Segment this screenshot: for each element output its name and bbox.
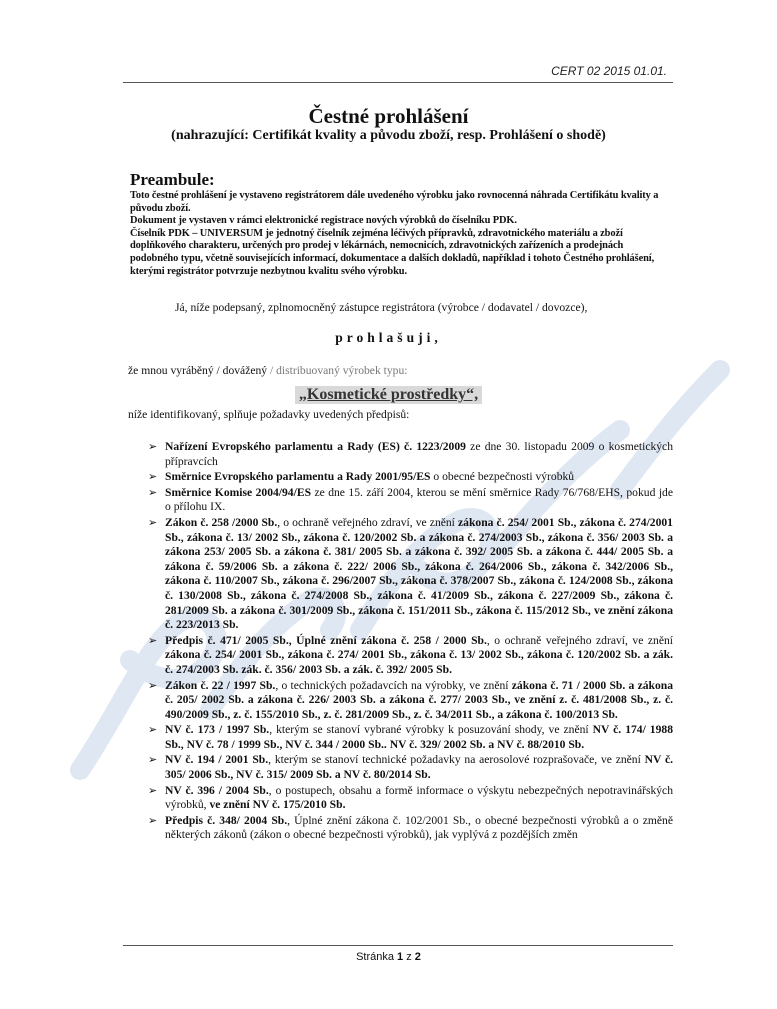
declaration-heading: prohlašuji, [335, 330, 442, 345]
product-type-text: že mnou vyráběný / dovážený [128, 364, 270, 377]
arrow-bullet-icon: ➢ [148, 486, 158, 499]
arrow-bullet-icon: ➢ [148, 516, 158, 529]
preamble-paragraph: Číselník PDK – UNIVERSUM je jednotný číselník zejména léčivých přípravků, zdravotnického materiálu a zboží doplňkového charakteru, určených pro prodej v lékárnách, nemocnicích, zdravotnických zařízeních a prodejnách podobného typu, včetně souvisejících informací, dokumentace a dalších dokladů, například i tohoto Čestného prohlášení, kterými registrátor potvrzuje nezbytnou kvalitu svého výrobku. [130, 227, 655, 277]
regulation-text: o obecné bezpečnosti výrobků [430, 470, 575, 484]
arrow-bullet-icon: ➢ [148, 441, 158, 453]
arrow-bullet-icon: ➢ [148, 679, 158, 692]
arrow-bullet-icon: ➢ [148, 814, 158, 827]
regulation-title: NV č. 194 / 2001 Sb. [165, 753, 269, 767]
arrow-bullet-icon: ➢ [148, 471, 158, 484]
preamble-paragraph: Dokument je vystaven v rámci elektronické registrace nových výrobků do číselníku PDK. [130, 215, 517, 227]
regulation-text: ze dne 15. září 2004, kterou se mění směrnice Rady 76/768/EHS, pokud jde o přílohu IX. [165, 485, 673, 514]
regulation-amendments: NV č. 305/ 2006 Sb., NV č. 315/ 2009 Sb. a NV č. 80/2014 Sb. [165, 753, 673, 782]
regulation-title: Předpis č. 348/ 2004 Sb. [165, 813, 288, 827]
regulation-text: , kterým se stanoví vybrané výrobky k posuzování shody, ve znění [269, 723, 593, 737]
preamble-paragraph: Toto čestné prohlášení je vystaveno registrátorem dále uvedeného výrobku jako rovnocenná náhrada Certifikátu kvality a původu zboží. [130, 190, 659, 214]
regulation-title: NV č. 173 / 1997 Sb. [165, 723, 270, 737]
document-code: CERT 02 2015 01.01. [551, 64, 667, 78]
document-title: Čestné prohlášení [308, 104, 469, 128]
regulation-text: , o ochraně veřejného zdraví, ve znění [277, 515, 459, 529]
arrow-bullet-icon: ➢ [148, 784, 158, 797]
product-name-box [0, 386, 777, 404]
regulation-text: , o ochraně veřejného zdraví, ve znění [486, 633, 673, 647]
regulation-amendments: zákona č. 71 / 2000 Sb. a zákona č. 205/ 2002 Sb. a zákona č. 226/ 2003 Sb. a zákona č. 277/ 2003 Sb., ve znění z. č. 481/2008 Sb., z. č. 490/2009 Sb., z. č. 155/2010 Sb., z. č. 281/2009 Sb., z. č. 34/2011 Sb., a zákona č. 100/2013 Sb. [165, 678, 674, 721]
preamble-text [130, 190, 670, 278]
regulations-list [148, 440, 673, 844]
regulation-amendments: NV č. 174/ 1988 Sb., NV č. 78 / 1999 Sb., NV č. 344 / 2000 Sb.. NV č. 329/ 2002 Sb. a NV č. 88/2010 Sb. [165, 723, 673, 751]
list-item [148, 516, 673, 633]
preamble-heading: Preambule: [130, 170, 215, 189]
intro-statement: Já, níže podepsaný, zplnomocněný zástupce registrátora (výrobce / dodavatel / dovozce), [175, 301, 588, 314]
page-separator: z [403, 951, 415, 963]
regulation-amendments: zákona č. 254/ 2001 Sb., zákona č. 274/ 2001 Sb., zákona č. 13/ 2002 Sb., zákona č. 120/2002 Sb. a zák. č. 274/2003 Sb. zák. č. 356/ 2003 Sb. a zák. č. 392/ 2005 Sb. [165, 648, 673, 676]
list-item [148, 634, 673, 678]
list-item [148, 753, 673, 782]
regulation-amendments: zákona č. 254/ 2001 Sb., zákona č. 274/2001 Sb., zákona č. 13/ 2002 Sb., zákona č. 120/2002 Sb. a zákona č. 274/2003 Sb., zákona č. 356/ 2003 Sb. a zákona 253/ 2005 Sb. a zákona č. 381/ 2005 Sb. a zákona č. 392/ 2005 Sb. a zákona č. 444/ 2005 Sb. a zákona č. 59/2006 Sb. a zákona č. 222/ 2006 Sb., zákona č. 264/2006 Sb., zákona č. 342/2006 Sb., zákona č. 110/2007 Sb., zákona č. 296/2007 Sb., zákona č. 378/2007 Sb., zákona č. 124/2008 Sb., zákona č. 130/2008 Sb., zákona č. 274/2008 Sb., zákona č. 41/2009 Sb., zákona č. 227/2009 Sb., zákona č. 281/2009 Sb. a zákona č. 301/2009 Sb., zákona č. 151/2011 Sb., zákona č. 115/2012 Sb., ve znění zákona č. 223/2013 Sb. [165, 515, 673, 632]
identified-statement: níže identifikovaný, splňuje požadavky uvedených předpisů: [128, 408, 410, 421]
arrow-bullet-icon: ➢ [148, 634, 158, 647]
regulation-title: Zákon č. 258 /2000 Sb. [165, 515, 278, 529]
regulation-text: ze dne 30. listopadu 2009 o kosmetických přípravcích [165, 440, 673, 468]
list-item [148, 814, 673, 843]
product-name: „Kosmetické prostředky“, [295, 386, 482, 404]
regulation-title: Směrnice Komise 2004/94/ES [165, 485, 312, 499]
page-total: 2 [414, 951, 421, 963]
list-item [148, 440, 673, 469]
product-type-text-faded: / distribuovaný výrobek typu: [269, 364, 408, 377]
regulation-title: NV č. 396 / 2004 Sb. [165, 783, 269, 797]
arrow-bullet-icon: ➢ [148, 724, 158, 737]
header-divider [123, 82, 673, 83]
regulation-text: , kterým se stanoví technické požadavky na aerosolové rozprašovače, ve znění [268, 753, 645, 767]
regulation-title: Předpis č. 471/ 2005 Sb., Úplné znění zákona č. 258 / 2000 Sb. [165, 633, 487, 647]
regulation-title: Směrnice Evropského parlamentu a Rady 2001/95/ES [165, 470, 431, 484]
regulation-text: , Úplné znění zákona č. 102/2001 Sb., o obecné bezpečnosti výrobků a o změně některých zákonů (zákon o obecné bezpečnosti výrobků), jak vyplývá z pozdějších změn [165, 813, 673, 842]
footer-divider [123, 945, 673, 946]
page-label: Stránka [356, 951, 398, 963]
arrow-bullet-icon: ➢ [148, 754, 158, 767]
regulation-amendments: ve znění NV č. 175/2010 Sb. [209, 798, 346, 812]
product-type-line [128, 364, 408, 377]
page-number: 1 [397, 951, 404, 963]
regulation-title: Zákon č. 22 / 1997 Sb. [165, 678, 276, 692]
list-item [148, 679, 673, 723]
list-item [148, 723, 673, 752]
list-item [148, 784, 673, 813]
document-subtitle: (nahrazující: Certifikát kvality a původu zboží, resp. Prohlášení o shodě) [171, 128, 606, 143]
list-item [148, 486, 673, 515]
regulation-text: , o technických požadavcích na výrobky, ve znění [275, 678, 512, 692]
regulation-title: Nařízení Evropského parlamentu a Rady (ES) č. 1223/2009 [165, 440, 466, 453]
list-item [148, 470, 673, 485]
page-footer [0, 951, 777, 963]
regulation-text: , o postupech, obsahu a formě informace o výskytu nebezpečných nepotravinářských výrobků, [165, 783, 674, 812]
